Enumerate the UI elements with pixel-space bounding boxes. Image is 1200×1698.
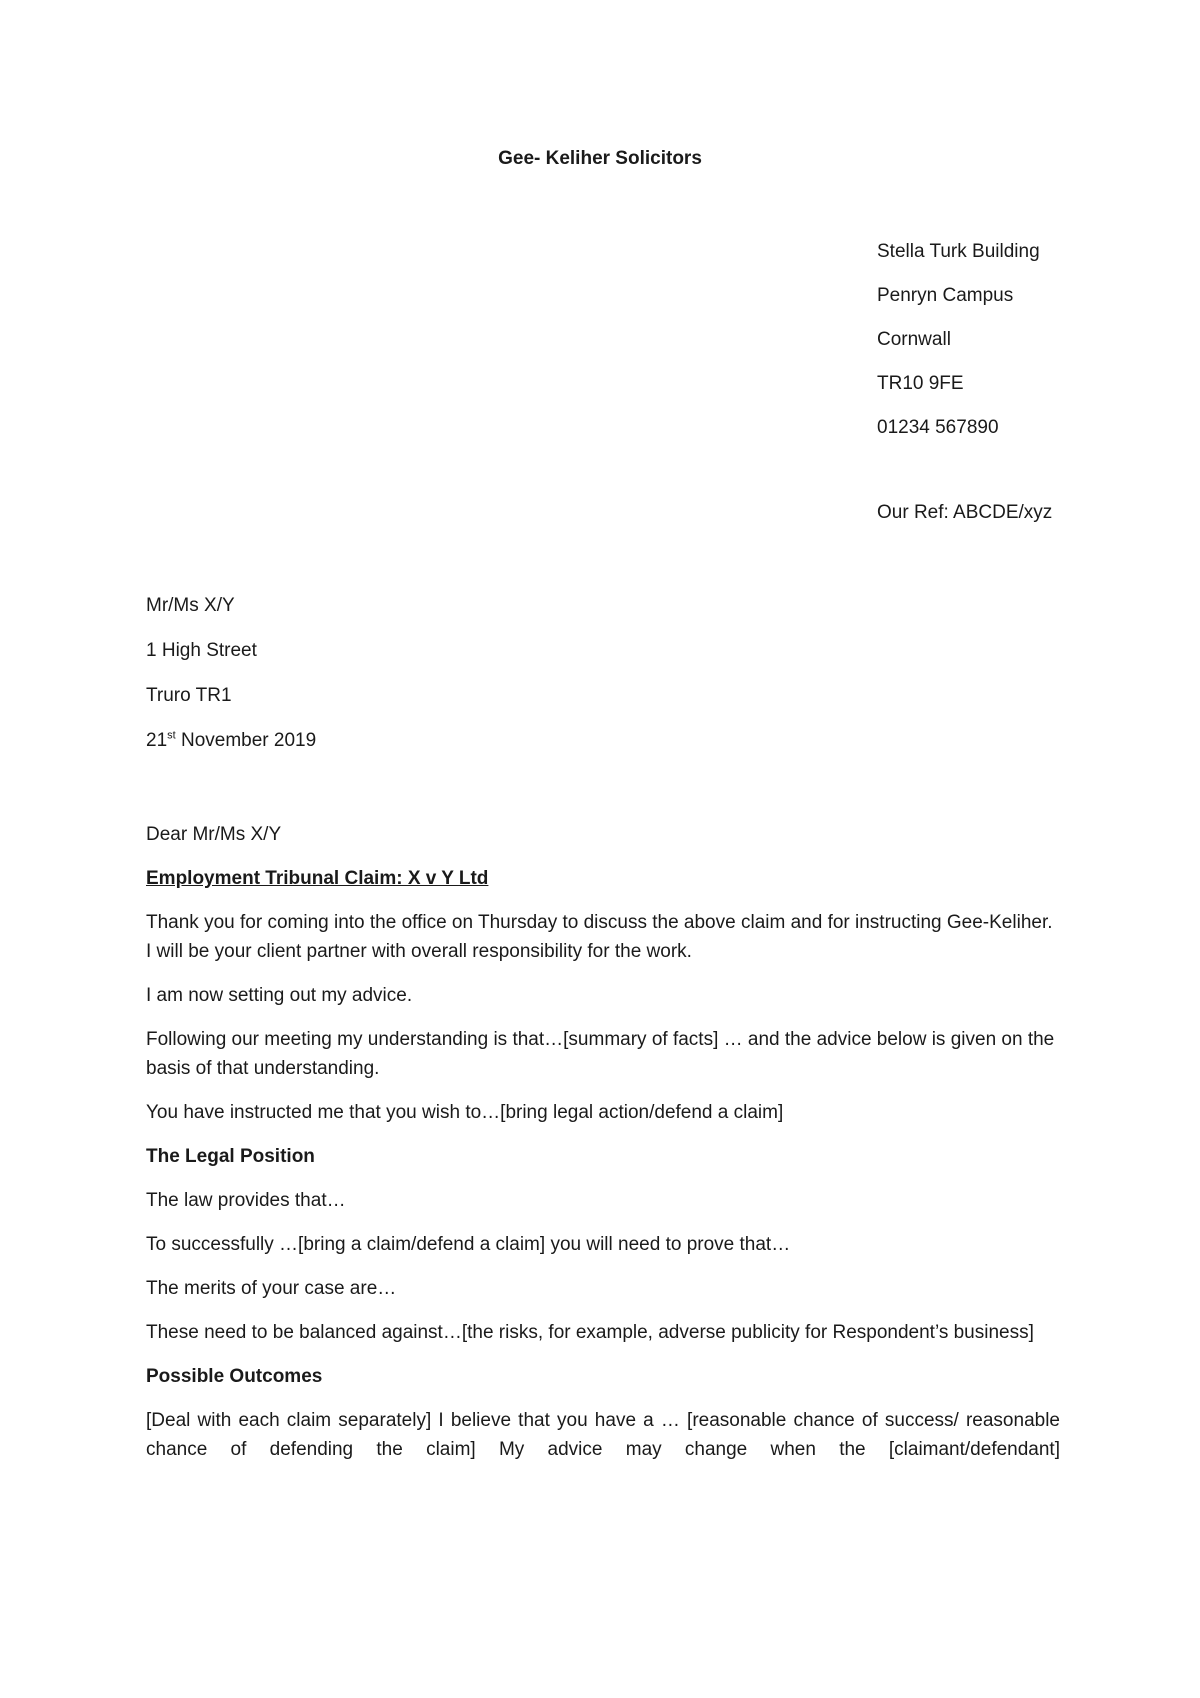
paragraph-merits: The merits of your case are… [146, 1278, 397, 1299]
paragraph-instruction: You have instructed me that you wish to…[bring legal action/defend a claim] [146, 1102, 784, 1123]
address-line-postcode: TR10 9FE [877, 373, 964, 394]
salutation: Dear Mr/Ms X/Y [146, 824, 282, 845]
paragraph-prove: To successfully …[bring a claim/defend a claim] you will need to prove that… [146, 1234, 791, 1255]
date-suffix: st [167, 729, 176, 742]
firm-name: Gee- Keliher Solicitors [498, 148, 702, 169]
letter-body [146, 820, 1060, 1479]
address-line-building: Stella Turk Building [877, 241, 1040, 262]
address-line-county: Cornwall [877, 329, 951, 350]
sender-address [877, 240, 1040, 460]
recipient-street: 1 High Street [146, 640, 257, 661]
heading-legal-position: The Legal Position [146, 1146, 315, 1167]
paragraph-understanding: Following our meeting my understanding is that…[summary of facts] … and the advice below is given on the basis of that understanding. [146, 1029, 1055, 1079]
paragraph-law: The law provides that… [146, 1190, 346, 1211]
heading-possible-outcomes: Possible Outcomes [146, 1366, 323, 1387]
paragraph-intro: Thank you for coming into the office on Thursday to discuss the above claim and for instructing Gee-Keliher. I will be your client partner with overall responsibility for the work. [146, 912, 1053, 962]
recipient-town: Truro TR1 [146, 685, 232, 706]
recipient-name: Mr/Ms X/Y [146, 595, 235, 616]
recipient-address [146, 594, 316, 774]
our-reference: Our Ref: ABCDE/xyz [877, 502, 1053, 523]
subject-line: Employment Tribunal Claim: X v Y Ltd [146, 868, 489, 889]
paragraph-outcomes: [Deal with each claim separately] I believe that you have a … [reasonable chance of success/ reasonable chance of defending the claim] My advice may change when the [claimant/defendant] [146, 1410, 1060, 1460]
address-line-campus: Penryn Campus [877, 285, 1014, 306]
paragraph-advice: I am now setting out my advice. [146, 985, 413, 1006]
date-day: 21 [146, 730, 168, 751]
date-month-year: November 2019 [175, 730, 317, 751]
address-line-phone: 01234 567890 [877, 417, 999, 438]
letter-date [146, 729, 316, 774]
paragraph-risks: These need to be balanced against…[the risks, for example, adverse publicity for Respondent’s business] [146, 1322, 1034, 1343]
